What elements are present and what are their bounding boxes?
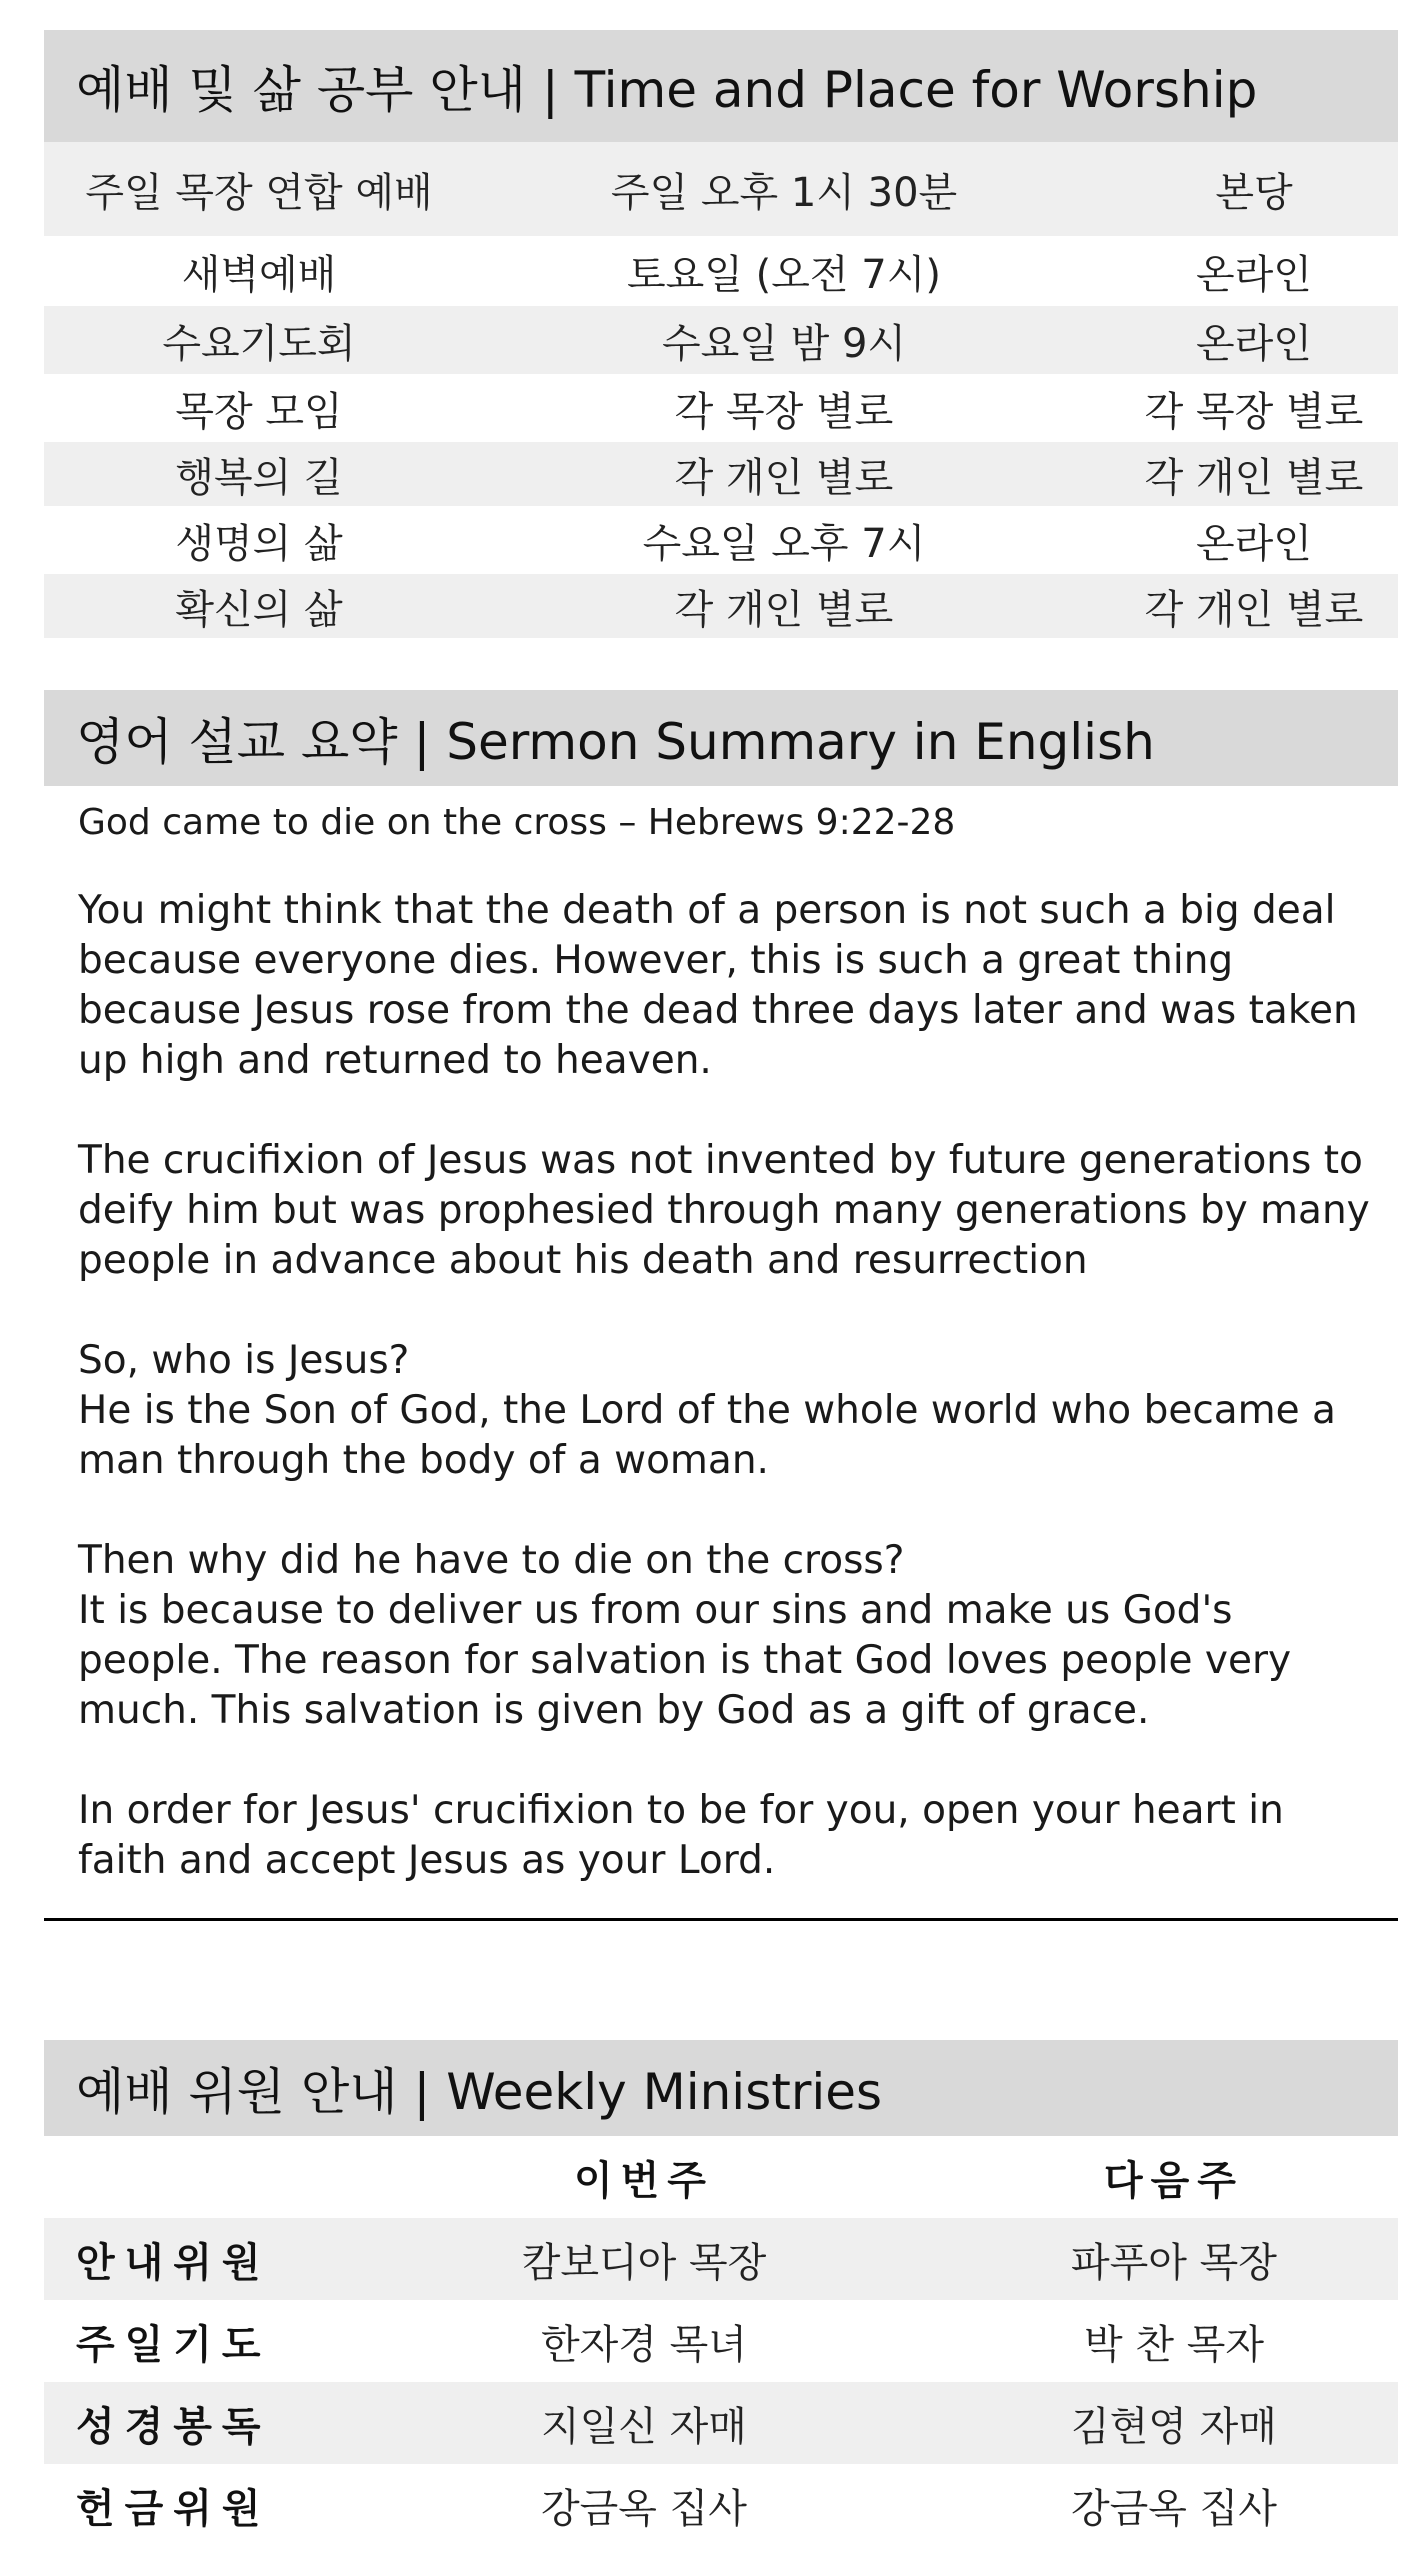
column-this-week: 이번주 (574, 2157, 714, 2204)
ministry-next-week: 강금옥 집사 (1071, 2485, 1277, 2532)
sermon-paragraph: The crucifixion of Jesus was not invented by future generations to deify him but was prophesied through many generations by many people in advance about his death and resurrection (78, 1138, 1370, 1283)
schedule-time: 주일 오후 1시 30분 (610, 169, 958, 216)
ministry-next-week: 김현영 자매 (1071, 2403, 1277, 2450)
schedule-time: 각 개인 별로 (674, 586, 894, 633)
sermon-paragraph: You might think that the death of a person is not such a big deal because everyone dies. However, this is such a great thing because Jesus rose from the dead three days later and was taken up high and returned to heaven. (78, 888, 1358, 1083)
ministry-role: 안내위원 (76, 2239, 271, 2286)
ministry-role: 성경봉독 (76, 2403, 271, 2450)
ministries-column-headers (44, 2136, 1398, 2218)
worship-header-text: 예배 및 삶 공부 안내 | Time and Place for Worship (76, 61, 1258, 119)
schedule-row (44, 306, 1398, 374)
schedule-name: 생명의 삶 (175, 520, 343, 567)
schedule-row (44, 374, 1398, 442)
schedule-name: 목장 모임 (175, 388, 343, 435)
schedule-row (44, 142, 1398, 236)
schedule-time: 수요일 오후 7시 (642, 520, 926, 567)
sermon-body (78, 800, 1378, 1936)
ministry-row (44, 2464, 1398, 2546)
ministry-row (44, 2382, 1398, 2464)
sermon-header-text: 영어 설교 요약 | Sermon Summary in English (76, 713, 1155, 771)
schedule-name: 수요기도회 (162, 320, 356, 367)
schedule-place: 각 개인 별로 (1144, 454, 1364, 501)
schedule-name: 주일 목장 연합 예배 (85, 169, 433, 216)
ministries-header-text: 예배 위원 안내 | Weekly Ministries (76, 2063, 883, 2121)
sermon-paragraph: In order for Jesus' crucifixion to be for you, open your heart in faith and accept Jesus as your Lord. (78, 1788, 1284, 1883)
ministry-this-week: 강금옥 집사 (541, 2485, 747, 2532)
schedule-name: 행복의 길 (175, 454, 343, 501)
ministry-this-week: 한자경 목녀 (541, 2321, 747, 2368)
sermon-answer: He is the Son of God, the Lord of the whole world who became a man through the body of a woman. (78, 1388, 1336, 1483)
ministry-next-week: 파푸아 목장 (1071, 2239, 1277, 2286)
ministry-next-week: 박 찬 목자 (1084, 2321, 1264, 2368)
section-divider (44, 1918, 1398, 1921)
worship-section-header (44, 30, 1398, 142)
sermon-section-header (44, 690, 1398, 786)
sermon-paragraph (78, 1336, 1378, 1486)
schedule-name: 새벽예배 (181, 251, 337, 298)
schedule-place: 본당 (1215, 169, 1293, 216)
schedule-place: 온라인 (1196, 320, 1312, 367)
schedule-place: 각 개인 별로 (1144, 586, 1364, 633)
ministry-this-week: 지일신 자매 (541, 2403, 747, 2450)
sermon-question: So, who is Jesus? (78, 1338, 410, 1383)
schedule-place: 각 목장 별로 (1144, 388, 1364, 435)
ministry-role: 주일기도 (76, 2321, 271, 2368)
schedule-place: 온라인 (1196, 520, 1312, 567)
ministry-role: 헌금위원 (76, 2485, 271, 2532)
sermon-answer: It is because to deliver us from our sins and make us God's people. The reason for salvation is that God loves people very much. This salvation is given by God as a gift of grace. (78, 1588, 1292, 1733)
column-next-week: 다음주 (1104, 2157, 1244, 2204)
sermon-question: Then why did he have to die on the cross? (78, 1538, 905, 1583)
ministries-section-header (44, 2040, 1398, 2136)
schedule-name: 확신의 삶 (175, 586, 343, 633)
ministry-row (44, 2300, 1398, 2382)
schedule-row (44, 236, 1398, 306)
schedule-time: 토요일 (오전 7시) (627, 251, 941, 298)
schedule-place: 온라인 (1196, 251, 1312, 298)
sermon-paragraph (78, 1536, 1378, 1736)
schedule-time: 수요일 밤 9시 (661, 320, 907, 367)
schedule-row (44, 574, 1398, 638)
ministry-row (44, 2218, 1398, 2300)
sermon-verse: God came to die on the cross – Hebrews 9:22-28 (78, 802, 956, 843)
ministry-this-week: 캄보디아 목장 (521, 2239, 767, 2286)
schedule-row (44, 506, 1398, 574)
schedule-time: 각 목장 별로 (674, 388, 894, 435)
schedule-time: 각 개인 별로 (674, 454, 894, 501)
schedule-row (44, 442, 1398, 506)
